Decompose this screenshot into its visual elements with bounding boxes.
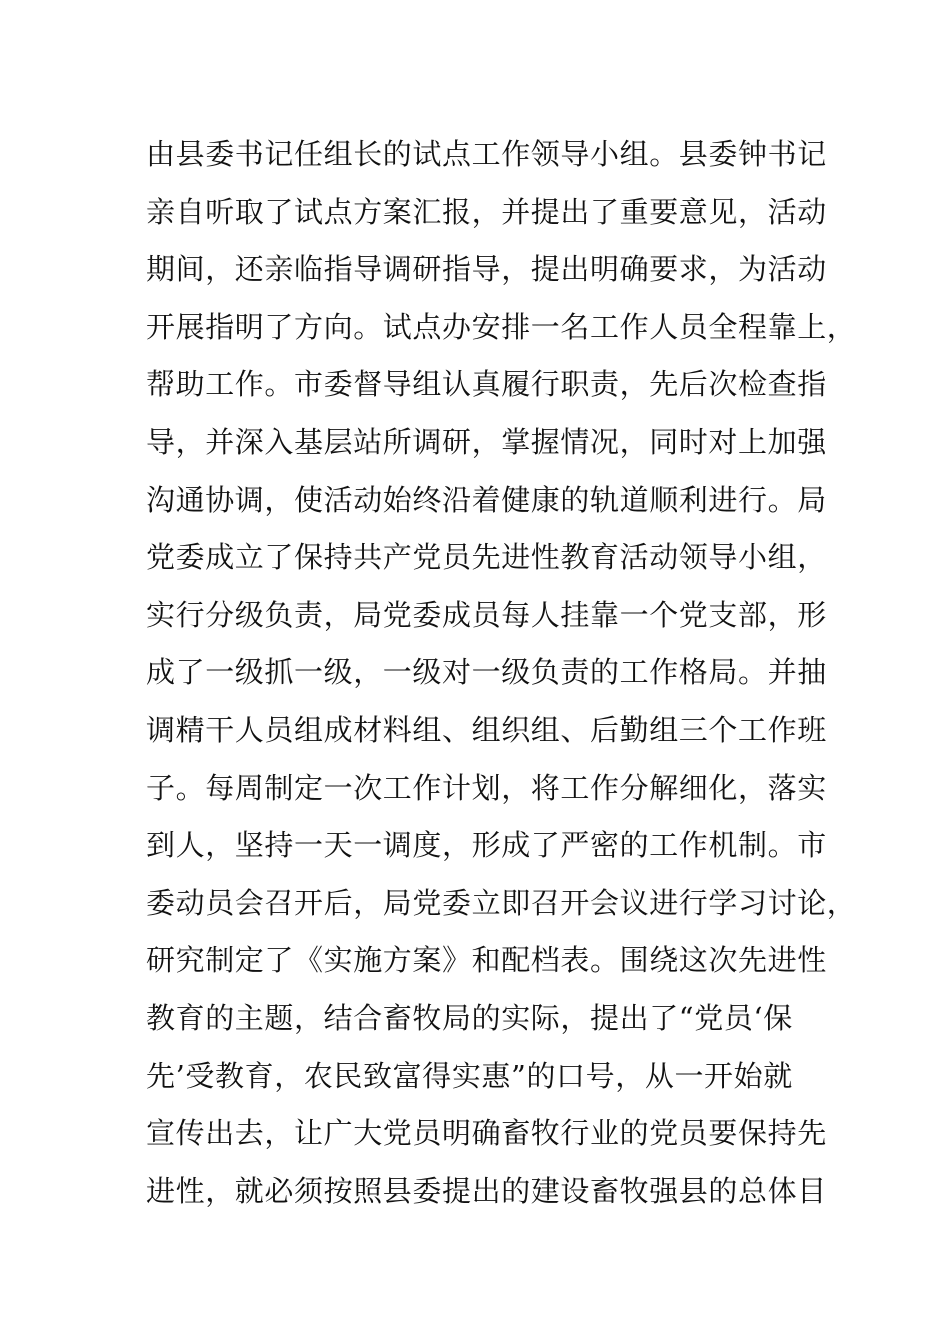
text-line-15: 研究制定了《实施方案》和配档表。围绕这次先进性 [146,943,827,978]
text-line-2: 亲自听取了试点方案汇报，并提出了重要意见，活动 [146,194,827,229]
text-line-11: 调精干人员组成材料组、组织组、后勤组三个工作班 [146,712,827,747]
text-line-17: 先’受教育，农民致富得实惠”的口号，从一开始就 [146,1058,793,1093]
text-line-4: 开展指明了方向。试点办安排一名工作人员全程靠上， [146,309,857,344]
text-line-1: 由县委书记任组长的试点工作领导小组。县委钟书记 [146,137,827,171]
text-line-6: 导，并深入基层站所调研，掌握情况，同时对上加强 [146,424,827,459]
text-line-19: 进性，就必须按照县委提出的建设畜牧强县的总体目 [146,1173,827,1208]
text-line-16: 教育的主题，结合畜牧局的实际，提出了“党员‘保 [146,1000,793,1035]
text-line-14: 委动员会召开后，局党委立即召开会议进行学习讨论， [146,885,857,920]
text-line-8: 党委成立了保持共产党员先进性教育活动领导小组， [146,540,827,575]
text-line-12: 子。每周制定一次工作计划，将工作分解细化，落实 [146,770,827,805]
text-line-5: 帮助工作。市委督导组认真履行职责，先后次检查指 [146,367,827,402]
text-line-9: 实行分级负责，局党委成员每人挂靠一个党支部，形 [146,597,827,632]
body-text [146,126,857,1220]
text-line-7: 沟通协调，使活动始终沿着健康的轨道顺利进行。局 [146,482,827,517]
text-line-13: 到人，坚持一天一调度，形成了严密的工作机制。市 [146,828,827,863]
text-line-10: 成了一级抓一级，一级对一级负责的工作格局。并抽 [146,655,827,690]
text-line-18: 宣传出去，让广大党员明确畜牧行业的党员要保持先 [146,1116,827,1151]
text-line-3: 期间，还亲临指导调研指导，提出明确要求，为活动 [146,252,827,287]
